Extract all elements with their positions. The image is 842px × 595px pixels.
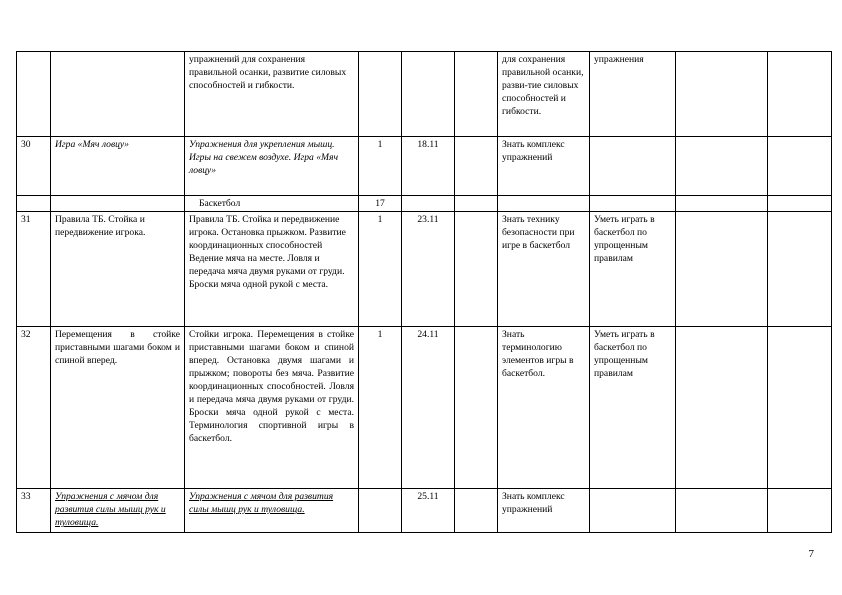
table-row (17, 489, 832, 533)
lesson-hours: 1 (359, 137, 402, 196)
empty-cell (768, 52, 832, 137)
lesson-knowledge: Знать технику безопасности при игре в баскетбол (498, 212, 590, 327)
empty-cell (455, 212, 498, 327)
empty-cell (17, 196, 51, 212)
lesson-number: 32 (17, 327, 51, 489)
empty-cell (768, 212, 832, 327)
lesson-skill (590, 489, 676, 533)
lesson-topic: Игра «Мяч ловцу» (51, 137, 185, 196)
lesson-number: 30 (17, 137, 51, 196)
lesson-date: 23.11 (402, 212, 455, 327)
lesson-hours (359, 489, 402, 533)
lesson-plan-table (16, 51, 832, 533)
lesson-number: 31 (17, 212, 51, 327)
lesson-knowledge: Знать терминологию элементов игры в баскетбол. (498, 327, 590, 489)
empty-cell (676, 52, 768, 137)
empty-cell (768, 327, 832, 489)
lesson-topic: Упражнения с мячом для развития силы мышц рук и туловища. (51, 489, 185, 533)
lesson-hours: 1 (359, 212, 402, 327)
empty-cell (676, 327, 768, 489)
lesson-skill: Уметь играть в баскетбол по упрощенным правилам (590, 327, 676, 489)
empty-cell (455, 327, 498, 489)
empty-cell (676, 489, 768, 533)
empty-cell (51, 196, 185, 212)
empty-cell (455, 52, 498, 137)
empty-cell (676, 196, 768, 212)
empty-cell (498, 196, 590, 212)
section-hours: 17 (359, 196, 402, 212)
empty-cell (402, 196, 455, 212)
lesson-content: Стойки игрока. Перемещения в стойке приставными шагами боком и спиной вперед. Остановка двумя шагами и прыжком; повороты без мяча. Развитие координационных способностей. Ловля и передача мяча двумя руками от груди. Броски мяча одной рукой с места. Терминология спортивной игры в баскетбол. (185, 327, 359, 489)
lesson-content: упражнений для сохранения правильной осанки, развитие силовых способностей и гибкости. (185, 52, 359, 137)
lesson-skill: упражнения (590, 52, 676, 137)
lesson-number (17, 52, 51, 137)
table-row (17, 52, 832, 137)
page-number: 7 (808, 548, 814, 560)
lesson-number: 33 (17, 489, 51, 533)
section-title: Баскетбол (185, 196, 359, 212)
lesson-date: 18.11 (402, 137, 455, 196)
lesson-content: Правила ТБ. Стойка и передвижение игрока. Остановка прыжком. Развитие координационных способностей Ведение мяча на месте. Ловля и передача мяча двумя руками от груди. Броски мяча одной рукой с места. (185, 212, 359, 327)
lesson-skill: Уметь играть в баскетбол по упрощенным правилам (590, 212, 676, 327)
empty-cell (676, 212, 768, 327)
empty-cell (768, 137, 832, 196)
empty-cell (455, 196, 498, 212)
empty-cell (455, 137, 498, 196)
empty-cell (455, 489, 498, 533)
lesson-content: Упражнения с мячом для развития силы мышц рук и туловища. (185, 489, 359, 533)
table-row (17, 327, 832, 489)
lesson-date: 24.11 (402, 327, 455, 489)
lesson-knowledge: для сохранения правильной осанки, разви-тие силовых способностей и гибкости. (498, 52, 590, 137)
lesson-topic: Перемещения в стойке приставными шагами боком и спиной вперед. (51, 327, 185, 489)
lesson-skill (590, 137, 676, 196)
lesson-content: Упражнения для укрепления мышц. Игры на свежем воздухе. Игра «Мяч ловцу» (185, 137, 359, 196)
empty-cell (768, 489, 832, 533)
lesson-topic: Правила ТБ. Стойка и передвижение игрока. (51, 212, 185, 327)
table-row (17, 137, 832, 196)
lesson-hours (359, 52, 402, 137)
lesson-knowledge: Знать комплекс упражнений (498, 137, 590, 196)
empty-cell (590, 196, 676, 212)
lesson-date (402, 52, 455, 137)
lesson-topic (51, 52, 185, 137)
lesson-hours: 1 (359, 327, 402, 489)
empty-cell (676, 137, 768, 196)
section-row (17, 196, 832, 212)
lesson-knowledge: Знать комплекс упражнений (498, 489, 590, 533)
lesson-date: 25.11 (402, 489, 455, 533)
table-row (17, 212, 832, 327)
empty-cell (768, 196, 832, 212)
